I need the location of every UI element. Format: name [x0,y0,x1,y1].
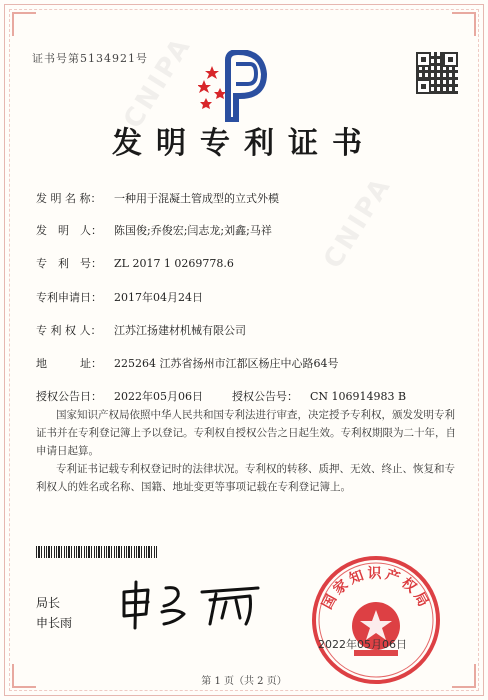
inventors-row [36,222,272,238]
filing-date-value: 2017年04月24日 [114,291,203,304]
address-row [36,355,338,371]
patentee-value: 江苏江扬建材机械有限公司 [114,324,246,337]
seal-text: 国家知识产权局 [319,566,433,613]
inventors-label: 发 明 人： [36,224,102,237]
invention-name-label: 发 明 名 称： [36,192,102,205]
patent-number-row [36,255,234,271]
legal-status-paragraph: 专利证书记载专利权登记时的法律状况。专利权的转移、质押、无效、终止、恢复和专利权人的姓名或名称、国籍、地址变更等事项记载在专利登记簿上。 [36,463,455,493]
grant-number-row [232,388,406,404]
filing-date-label: 专利申请日： [36,291,102,304]
signatory-name: 申长雨 [36,616,73,630]
grant-date-label: 授权公告日： [36,390,102,403]
corner-ornament [452,12,476,36]
address-label: 地 址： [36,357,102,370]
page-footer: 第 1 页（共 2 页） [201,676,287,687]
invention-name-row [36,190,279,206]
patentee-label: 专 利 权 人： [36,324,102,337]
handwritten-signature [118,578,268,630]
corner-ornament [12,12,36,36]
statement-paragraph: 国家知识产权局依照中华人民共和国专利法进行审查，决定授予专利权，颁发发明专利证书并在专利登记簿上予以登记。专利权自授权公告之日起生效。专利权期限为二十年，自申请日起算。 [36,409,456,457]
filing-date-row [36,289,203,305]
patentee-row [36,322,246,338]
official-seal [310,554,442,686]
address-value: 225264 江苏省扬州市江都区杨庄中心路64号 [114,357,339,370]
qr-code [416,52,458,94]
grant-number-value: CN 106914983 B [310,390,407,403]
grant-date-row [36,388,203,404]
grant-date-value: 2022年05月06日 [114,390,203,403]
cnipa-logo-icon [198,50,278,122]
seal-date: 2022年05月06日 [318,638,407,651]
patent-number-value: ZL 2017 1 0269778.6 [114,257,234,270]
patent-number-label: 专 利 号： [36,257,102,270]
invention-name-value: 一种用于混凝土管成型的立式外模 [114,192,279,205]
grant-number-label: 授权公告号： [232,390,298,403]
barcode [36,546,158,558]
watermark: CNIPA [318,171,398,274]
inventors-value: 陈国俊;乔俊宏;闫志龙;刘鑫;马祥 [114,224,272,237]
watermark: CNIPA [118,31,198,134]
certificate-number: 证书号第5134921号 [32,52,148,65]
certificate-title: 发明专利证书 [112,126,376,161]
signatory-title: 局长 [36,596,61,610]
